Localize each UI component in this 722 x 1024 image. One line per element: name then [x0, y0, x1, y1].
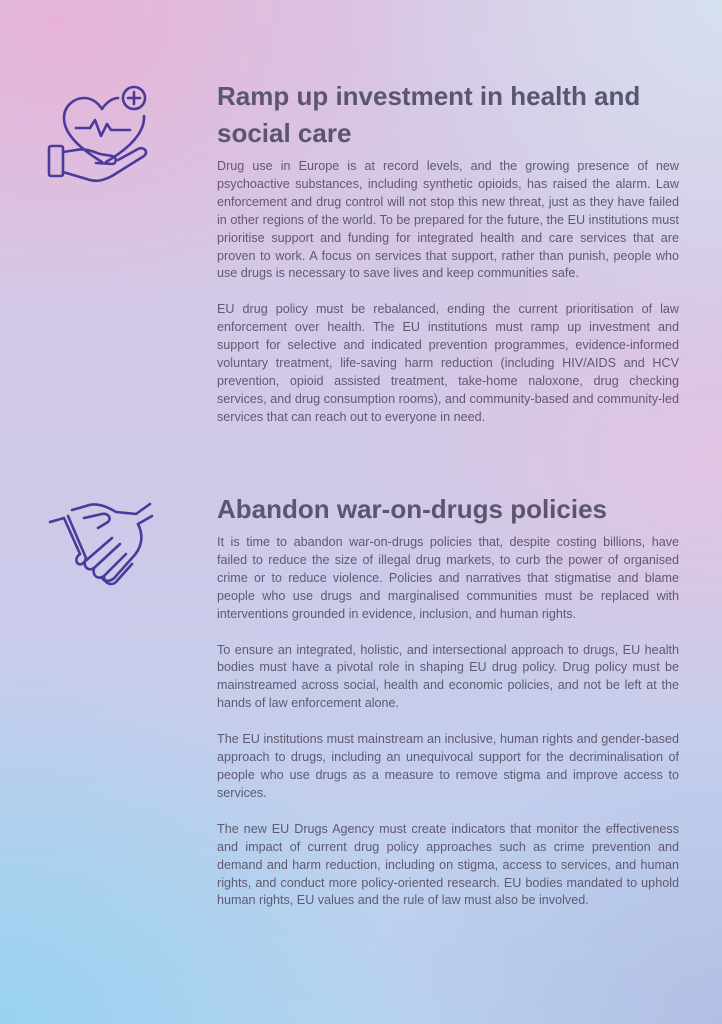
section-heading: Abandon war-on-drugs policies	[217, 494, 608, 524]
paragraph: Drug use in Europe is at record levels, and the growing presence of new psychoactive substances, including synthetic opioids, has raised the alarm. Law enforcement and drug control will not stop this new threat, just as they have failed in other regions of the world. To be prepared for the future, the EU institutions must prioritise support and funding for integrated health and care services that are proven to work. A focus on services that support, rather than punish, people who use drugs is necessary to save lives and keep communities safe.	[217, 159, 679, 281]
paragraph: To ensure an integrated, holistic, and intersectional approach to drugs, EU health bodies must have a pivotal role in shaping EU drug policy. Drug policy must be mainstreamed across social, health and economic policies, and not be left at the hands of law enforcement alone.	[217, 642, 679, 711]
section-heading: Ramp up investment in health and social care	[217, 81, 641, 148]
paragraph: The new EU Drugs Agency must create indicators that monitor the effectiveness and impact of current drug policy approaches such as crime prevention and demand and harm reduction, including on stigma, access to services, and human rights, and conduct more policy-oriented research. EU bodies mandated to uphold human rights, EU values and the rule of law must also be involved.	[217, 821, 679, 908]
paragraph: EU drug policy must be rebalanced, ending the current prioritisation of law enforcement over health. The EU institutions must ramp up investment and support for selective and indicated prevention programmes, evidence-informed voluntary treatment, life-saving harm reduction (including HIV/AIDS and HCV prevention, opioid assisted treatment, take-home naloxone, drug checking services, and drug consumption rooms), and community-based and community-led services that can reach out to everyone in need.	[217, 302, 679, 424]
paragraph: The EU institutions must mainstream an inclusive, human rights and gender-based approach to drugs, including an unequivocal support for the decriminalisation of people who use drugs as a measure to remove stigma and improve access to services.	[217, 732, 679, 800]
handshake-icon	[46, 496, 156, 592]
heart-in-hand-icon	[46, 84, 156, 186]
paragraph: It is time to abandon war-on-drugs policies that, despite costing billions, have failed to reduce the size of illegal drug markets, to curb the power of organised crime or to reduce violence. Policies and narratives that stigmatise and blame people who use drugs and marginalised communities must be replaced with interventions grounded in evidence, inclusion, and human rights.	[217, 535, 679, 621]
